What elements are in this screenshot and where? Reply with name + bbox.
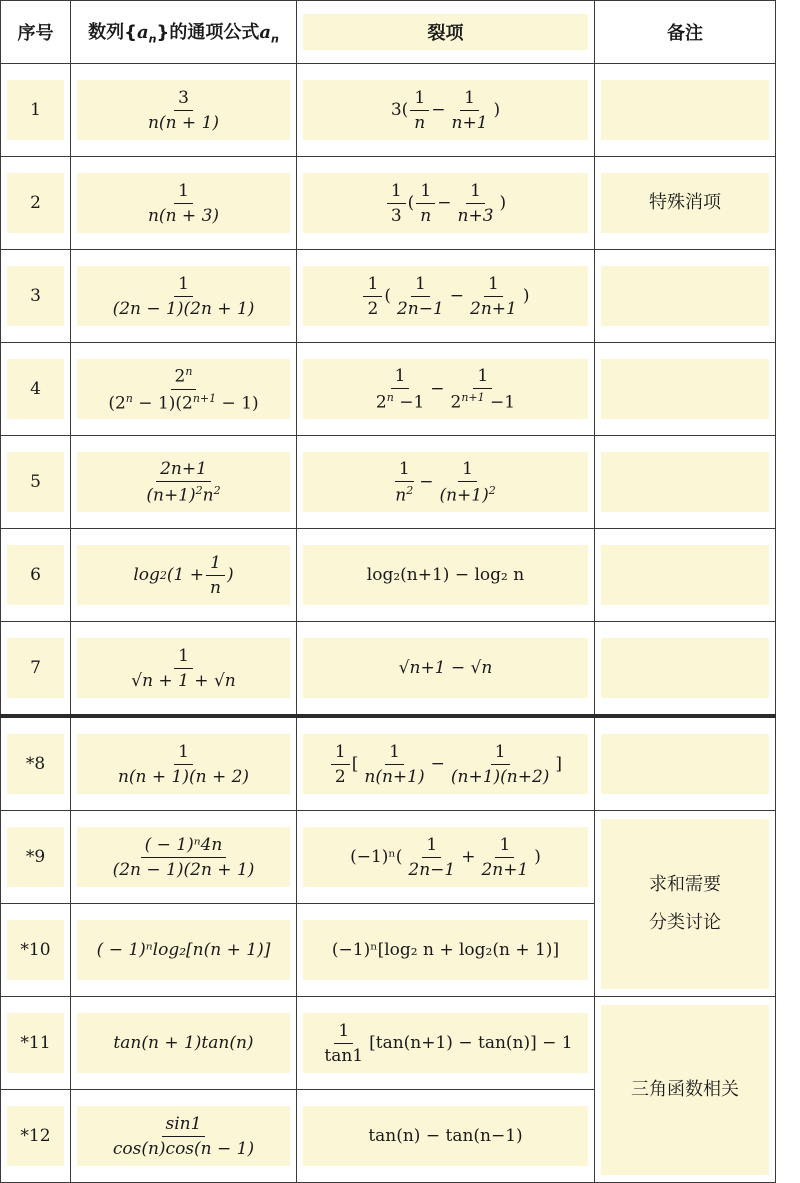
split-term: $\frac{1}{2}$ ( $\frac{1}{2n-1}$ − $\frac{1}{2n+1}$ ) <box>297 250 595 343</box>
note-cell-group: 三角函数相关 <box>595 997 776 1183</box>
split-term: (−1)ⁿ( $\frac{1}{2n-1}$ + $\frac{1}{2n+1}$ ) <box>297 811 595 904</box>
general-term: ( − 1)ⁿlog₂[n(n + 1)] <box>71 904 297 997</box>
table-row <box>1 622 776 717</box>
note-cell <box>595 343 776 436</box>
general-term: $\frac{2^n}{(2^n - 1)(2^{n+1} - 1)}$ <box>71 343 297 436</box>
row-index: *8 <box>1 716 71 811</box>
note-cell <box>595 529 776 622</box>
split-term: √n+1 − √n <box>297 622 595 717</box>
general-term: $\frac{2n+1}{(n+1)^2n^2}$ <box>71 436 297 529</box>
split-term: log₂(n+1) − log₂ n <box>297 529 595 622</box>
split-term: $\frac{1}{\tan 1}$ [tan(n+1) − tan(n)] − 1 <box>297 997 595 1090</box>
general-term: $\frac{3}{n(n + 1)}$ <box>71 64 297 157</box>
row-index: 1 <box>1 64 71 157</box>
row-index: 7 <box>1 622 71 717</box>
split-term: 3( $\frac{1}{n}$ − $\frac{1}{n+1}$ ) <box>297 64 595 157</box>
note-cell <box>595 622 776 717</box>
header-row <box>1 1 776 64</box>
general-term: tan(n + 1)tan(n) <box>71 997 297 1090</box>
table-row <box>1 811 776 904</box>
split-term: $\frac{1}{2}$ [ $\frac{1}{n(n+1)}$ − $\frac{1}{(n+1)(n+2)}$ ] <box>297 716 595 811</box>
general-term: $\frac{1}{n(n + 3)}$ <box>71 157 297 250</box>
row-index: *12 <box>1 1090 71 1183</box>
note-line: 分类讨论 <box>649 911 721 933</box>
table-row <box>1 716 776 811</box>
header-note: 备注 <box>595 1 776 64</box>
row-index: 3 <box>1 250 71 343</box>
row-index: *11 <box>1 997 71 1090</box>
row-index: *10 <box>1 904 71 997</box>
note-cell <box>595 64 776 157</box>
general-term: $\frac{\text{( − 1)ⁿ4n}}{(2n - 1)(2n + 1)}$ <box>71 811 297 904</box>
split-term: (−1)ⁿ[log₂ n + log₂(n + 1)] <box>297 904 595 997</box>
table-row <box>1 436 776 529</box>
split-term: $\frac{1}{n^2}$ − $\frac{1}{(n+1)^2}$ <box>297 436 595 529</box>
table-row <box>1 343 776 436</box>
note-line: 求和需要 <box>649 873 721 895</box>
general-term: $\frac{1}{n(n + 1)(n + 2)}$ <box>71 716 297 811</box>
split-term: $\frac{1}{2^n -1}$ − $\frac{1}{2^{n+1} -1}$ <box>297 343 595 436</box>
note-cell <box>595 716 776 811</box>
table-row <box>1 157 776 250</box>
table-row <box>1 997 776 1090</box>
header-general-term: 数列$\{a_n\}$的通项公式$a_n$ <box>71 1 297 64</box>
header-index: 序号 <box>1 1 71 64</box>
table-row <box>1 64 776 157</box>
table-row <box>1 250 776 343</box>
row-index: *9 <box>1 811 71 904</box>
row-index: 5 <box>1 436 71 529</box>
general-term: $\frac{\sin 1}{\cos(n)\cos(n - 1)}$ <box>71 1090 297 1183</box>
header-split: 裂项 <box>297 1 595 64</box>
note-cell <box>595 436 776 529</box>
general-term: $\frac{1}{√n + 1 + √n}$ <box>71 622 297 717</box>
split-term: tan(n) − tan(n−1) <box>297 1090 595 1183</box>
row-index: 4 <box>1 343 71 436</box>
split-term: $\frac{1}{3}$ ( $\frac{1}{n}$ − $\frac{1}{n+3}$ ) <box>297 157 595 250</box>
note-cell: 特殊消项 <box>595 157 776 250</box>
row-index: 6 <box>1 529 71 622</box>
row-index: 2 <box>1 157 71 250</box>
note-cell-group <box>595 811 776 997</box>
table-row <box>1 529 776 622</box>
note-cell <box>595 250 776 343</box>
general-term: $\frac{1}{(2n - 1)(2n + 1)}$ <box>71 250 297 343</box>
general-term: log 2 (1 + $\frac{1}{n}$ ) <box>71 529 297 622</box>
